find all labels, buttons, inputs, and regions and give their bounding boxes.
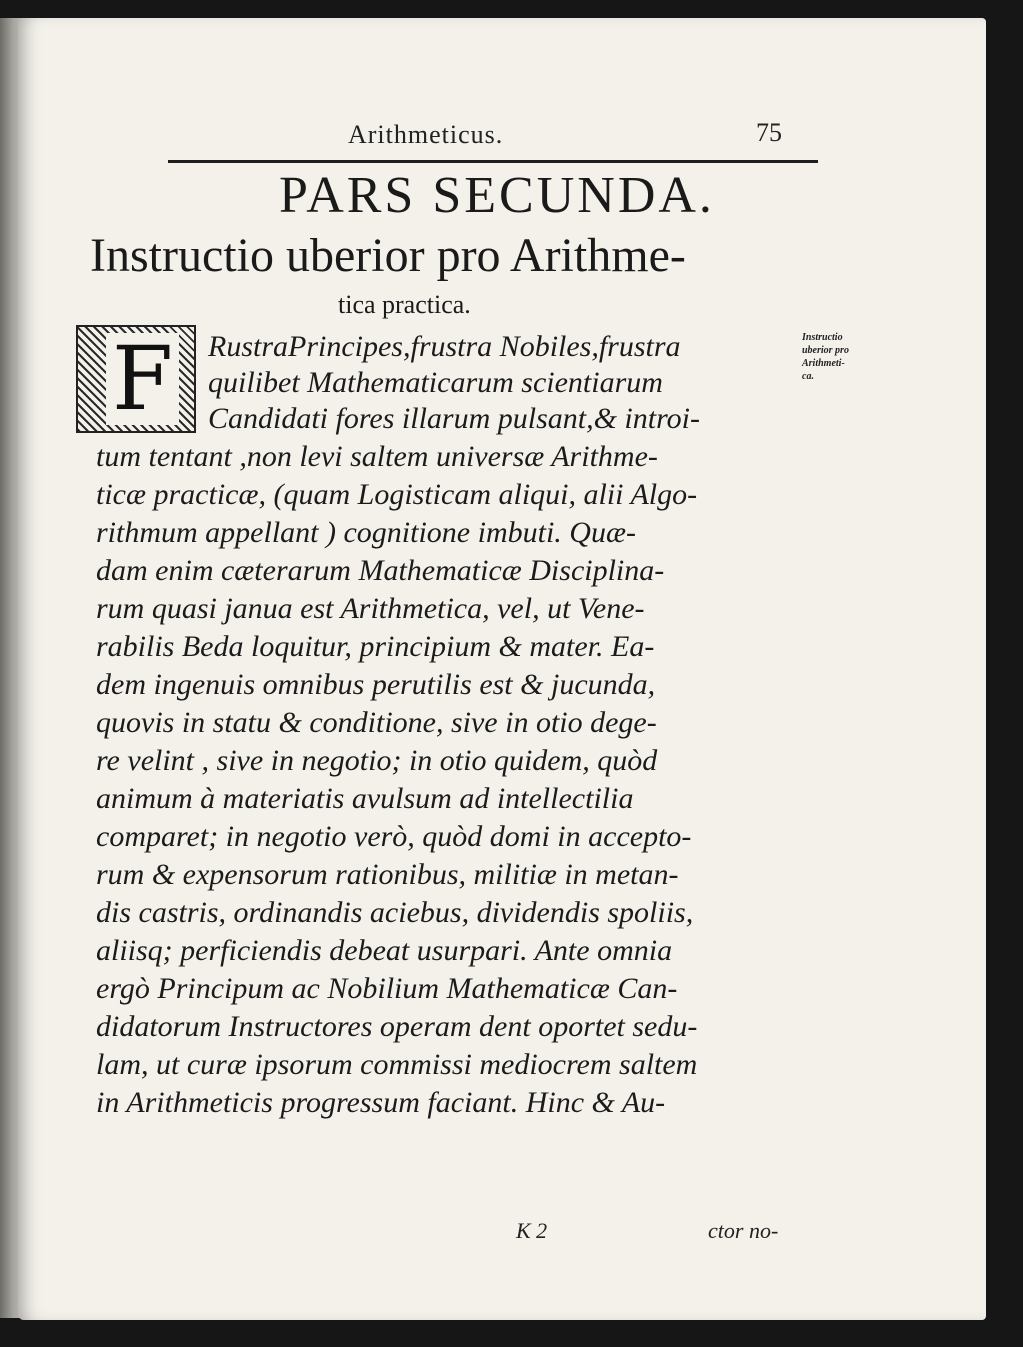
body-line: didatorum Instructores operam dent oportet sedu- (96, 1010, 698, 1043)
body-line: RustraPrincipes,frustra Nobiles,frustra (208, 330, 681, 363)
body-line: Candidati fores illarum pulsant,& introi- (208, 402, 700, 435)
body-line: dis castris, ordinandis aciebus, dividendis spoliis, (96, 896, 694, 929)
body-line: quovis in statu & conditione, sive in otio dege- (96, 706, 657, 739)
header-rule (168, 160, 818, 163)
page-number: 75 (756, 118, 782, 147)
section-title: PARS SECUNDA. (279, 167, 715, 224)
drop-cap-letter: F (106, 333, 179, 425)
subtitle-line-1: Instructio uberior pro Arithme- (90, 229, 686, 282)
body-line: rum & expensorum rationibus, militiæ in metan- (96, 858, 679, 891)
margin-note-line: ca. (802, 371, 814, 382)
body-line: ergò Principum ac Nobilium Mathematicæ Can- (96, 972, 678, 1005)
body-line: animum à materiatis avulsum ad intellectilia (96, 782, 634, 815)
body-line: aliisq; perficiendis debeat usurpari. Ante omnia (96, 934, 673, 967)
body-line: quilibet Mathematicarum scientiarum (208, 366, 663, 399)
margin-note-line: Arithmeti- (802, 358, 845, 369)
subtitle-line-2: tica practica. (338, 290, 471, 319)
body-line: ticæ practicæ, (quam Logisticam aliqui, alii Algo- (96, 478, 698, 511)
body-line: lam, ut curæ ipsorum commissi mediocrem saltem (96, 1048, 698, 1081)
body-line: in Arithmeticis progressum faciant. Hinc & Au- (96, 1086, 666, 1119)
body-line: dem ingenuis omnibus perutilis est & jucunda, (96, 668, 656, 701)
body-line: rithmum appellant ) cognitione imbuti. Quæ- (96, 516, 636, 549)
body-line: re velint , sive in negotio; in otio quidem, quòd (96, 744, 658, 777)
margin-note-line: Instructio (802, 332, 843, 343)
body-line: rum quasi janua est Arithmetica, vel, ut Vene- (96, 592, 645, 625)
body-line: tum tentant ,non levi saltem universæ Arithme- (96, 440, 658, 473)
signature-mark: K 2 (516, 1218, 548, 1243)
body-line: comparet; in negotio verò, quòd domi in accepto- (96, 820, 692, 853)
margin-note-line: uberior pro (802, 345, 849, 356)
running-title: Arithmeticus. (348, 120, 504, 149)
body-line: dam enim cæterarum Mathematicæ Disciplina- (96, 554, 665, 587)
body-line: rabilis Beda loquitur, principium & mater. Ea- (96, 630, 655, 663)
book-page (18, 18, 986, 1320)
catchword: ctor no- (708, 1218, 779, 1243)
ornamental-drop-cap (76, 325, 196, 433)
